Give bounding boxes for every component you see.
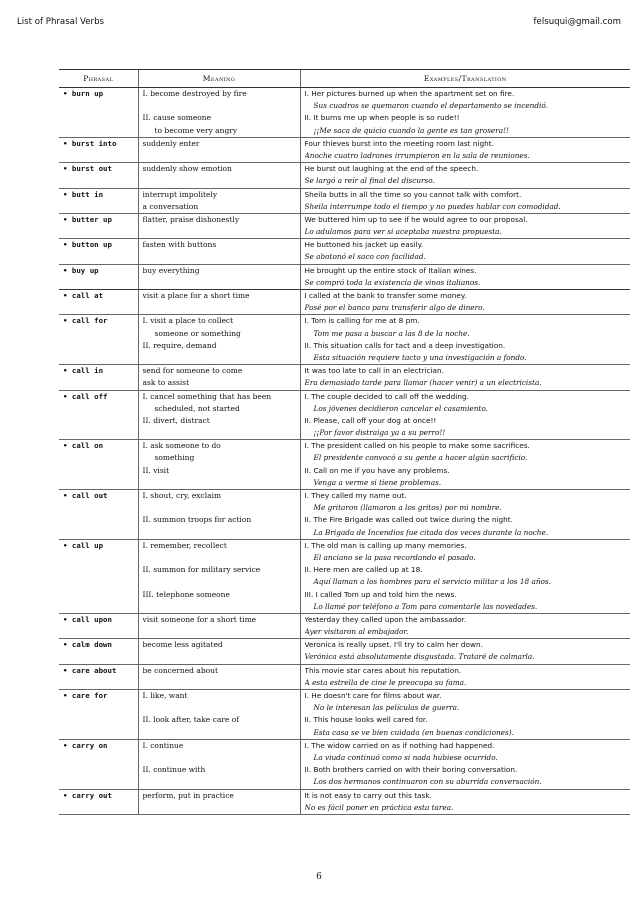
spanish-translation: El presidente convocó a su gente a hacer algún sacrificio. (313, 453, 528, 463)
meaning-line (143, 576, 297, 588)
phrasal-verb: • calm down (63, 640, 112, 650)
english-example: I. The widow carried on as if nothing had happened. (304, 740, 495, 750)
meaning-line (143, 552, 297, 564)
meaning-line: fasten with buttons (142, 240, 217, 250)
meaning-line (143, 175, 297, 187)
table-row (59, 390, 630, 440)
meaning-line: II. continue with (142, 765, 206, 775)
examples-cell (300, 188, 630, 213)
meaning-cell (138, 739, 300, 789)
table-row (59, 315, 630, 365)
phrasal-verb: • call out (63, 491, 108, 500)
english-example: II. Please, call off your dog at once!! (304, 415, 437, 425)
phrasal-cell (59, 613, 138, 638)
examples-cell (300, 163, 630, 188)
meaning-line: I. remember, recollect (142, 540, 227, 550)
spanish-translation: Se compró toda la existencia de vinos italianos. (304, 277, 481, 287)
phrasal-verb: • call on (63, 441, 104, 451)
meaning-line (143, 776, 297, 788)
table-row (59, 290, 630, 315)
spanish-translation: Ayer visitaron al embajador. (304, 627, 409, 637)
meaning-cell (138, 539, 300, 613)
meaning-line: scheduled, not started (154, 403, 240, 413)
spanish-translation: No es fácil poner en práctica esta tarea. (304, 802, 454, 812)
phrasal-verb: • care about (63, 665, 117, 675)
table-row (59, 664, 630, 689)
table-row (59, 440, 630, 490)
table-row (59, 213, 630, 238)
phrasal-cell (59, 264, 138, 289)
meaning-line (143, 477, 297, 489)
english-example: I called at the bank to transfer some money. (304, 291, 467, 300)
examples-cell (300, 137, 630, 162)
meaning-line: I. cancel something that has been (142, 391, 272, 401)
english-example: II. Here men are called up at 18. (304, 565, 423, 575)
examples-cell (300, 739, 630, 789)
examples-cell (300, 690, 630, 740)
spanish-translation: Se abotonó el saco con facilidad. (304, 252, 426, 262)
english-example: II. The Fire Brigade was called out twice during the night. (304, 515, 513, 525)
english-example: I. The old man is calling up many memories. (304, 540, 467, 550)
phrasal-cell (59, 290, 138, 315)
meaning-line: perform, put in practice (142, 790, 234, 800)
meaning-cell (138, 613, 300, 638)
phrasal-verb: • call in (63, 366, 104, 376)
english-example: It was too late to call in an electrician. (304, 366, 444, 376)
meaning-line (143, 352, 297, 364)
meaning-line: I. shout, cry, exclaim (142, 491, 222, 500)
meaning-line (143, 626, 297, 638)
spanish-translation: Me gritaron (llamaron a los gritos) por mi nombre. (313, 503, 502, 513)
meaning-cell (138, 365, 300, 390)
meaning-cell (138, 664, 300, 689)
meaning-cell (138, 390, 300, 440)
table-row (59, 88, 630, 138)
examples-cell (300, 789, 630, 814)
phrasal-cell (59, 365, 138, 390)
meaning-line (143, 427, 297, 439)
phrasal-cell (59, 188, 138, 213)
english-example: II. Both brothers carried on with their boring conversation. (304, 765, 518, 775)
english-example: II. Call on me if you have any problems. (304, 465, 450, 475)
meaning-line: I. become destroyed by fire (142, 89, 247, 98)
meaning-line (143, 527, 297, 539)
phrasal-cell (59, 390, 138, 440)
meaning-line: visit someone for a short time (142, 614, 257, 624)
column-header-meaning: Meaning (138, 70, 300, 88)
english-example: I. Her pictures burned up when the apartment set on fire. (304, 89, 515, 98)
phrasal-cell (59, 690, 138, 740)
meaning-line (143, 302, 297, 314)
phrasal-cell (59, 539, 138, 613)
phrasal-verb: • call up (63, 540, 104, 550)
table-row (59, 264, 630, 289)
examples-cell (300, 213, 630, 238)
meaning-line: buy everything (142, 265, 200, 275)
examples-cell (300, 639, 630, 664)
phrasal-cell (59, 664, 138, 689)
spanish-translation: A esta estrella de cine le preocupa su fama. (304, 677, 467, 687)
meaning-cell (138, 239, 300, 264)
phrasal-cell (59, 490, 138, 540)
meaning-cell (138, 213, 300, 238)
meaning-line: send for someone to come (142, 366, 243, 376)
table-row (59, 690, 630, 740)
meaning-cell (138, 315, 300, 365)
english-example: II. This house looks well cared for. (304, 715, 428, 725)
english-example: We buttered him up to see if he would agree to our proposal. (304, 214, 528, 224)
examples-cell (300, 664, 630, 689)
phrasal-verb: • care for (63, 691, 108, 700)
meaning-cell (138, 690, 300, 740)
phrasal-verb: • carry out (63, 790, 112, 800)
meaning-line (143, 601, 297, 613)
table-header-row (59, 70, 630, 88)
english-example: I. Tom is calling for me at 8 pm. (304, 316, 420, 326)
meaning-line (143, 727, 297, 739)
spanish-translation: Se largó a reír al final del discurso. (304, 176, 435, 186)
meaning-cell (138, 789, 300, 814)
phrasal-cell (59, 239, 138, 264)
phrasal-verb: • button up (63, 240, 112, 250)
english-example: He buttoned his jacket up easily. (304, 240, 424, 250)
page-number: 6 (316, 872, 322, 882)
meaning-line (143, 100, 297, 112)
spanish-translation: ¡¡Por favor distraiga ya a su perro!! (313, 428, 446, 438)
table-row (59, 239, 630, 264)
english-example: I. The president called on his people to make some sacrifices. (304, 441, 530, 451)
phrasal-verb: • butter up (63, 214, 112, 224)
phrasal-cell (59, 88, 138, 138)
phrasal-verbs-table (59, 69, 630, 815)
phrasal-verb: • call upon (63, 614, 112, 624)
meaning-line: suddenly show emotion (142, 164, 232, 174)
spanish-translation: La Brigada de Incendios fue citada dos veces durante la noche. (313, 527, 549, 537)
spanish-translation: Los dos hermanos continuaron con su aburrida conversación. (313, 777, 542, 787)
table-row (59, 490, 630, 540)
author-email: felsuqui@gmail.com (533, 17, 621, 27)
english-example: He brought up the entire stock of Italian wines. (304, 265, 477, 275)
document-title: List of Phrasal Verbs (17, 17, 105, 27)
phrasal-cell (59, 213, 138, 238)
table-row (59, 137, 630, 162)
meaning-line: become less agitated (142, 640, 223, 650)
meaning-line: to become very angry (154, 125, 238, 135)
phrasal-cell (59, 440, 138, 490)
meaning-line: I. ask someone to do (142, 441, 221, 451)
meaning-line: II. require, demand (142, 340, 217, 350)
meaning-line (143, 150, 297, 162)
phrasal-verb: • butt in (63, 189, 104, 199)
meaning-line: II. divert, distract (142, 415, 210, 425)
examples-cell (300, 365, 630, 390)
meaning-line: I. visit a place to collect (142, 316, 234, 326)
phrasal-verb: • burn up (63, 89, 104, 98)
examples-cell (300, 613, 630, 638)
meaning-line (143, 802, 297, 814)
examples-cell (300, 315, 630, 365)
table-row (59, 188, 630, 213)
meaning-line: be concerned about (142, 665, 218, 675)
examples-cell (300, 390, 630, 440)
phrasal-cell (59, 315, 138, 365)
meaning-line (143, 677, 297, 689)
english-example: II. It burns me up when people is so rude!! (304, 113, 460, 123)
meaning-line: someone or something (154, 328, 241, 338)
table-row (59, 789, 630, 814)
phrasal-verb: • call off (63, 391, 108, 401)
phrasal-verb: • burst into (63, 138, 117, 148)
meaning-line (143, 226, 297, 238)
spanish-translation: Tom me pasa a buscar a las 8 de la noche. (313, 328, 470, 338)
meaning-cell (138, 88, 300, 138)
spanish-translation: Lo llamé por teléfono a Tom para comentarle las novedades. (313, 601, 538, 611)
spanish-translation: Lo adulamos para ver si aceptaba nuestra propuesta. (304, 227, 502, 237)
english-example: III. I called Tom up and told him the news. (304, 589, 457, 599)
table-row (59, 639, 630, 664)
meaning-line: III. telephone someone (142, 589, 230, 599)
phrasal-verb: • buy up (63, 265, 99, 275)
table-row (59, 163, 630, 188)
phrasal-cell (59, 639, 138, 664)
examples-cell (300, 440, 630, 490)
english-example: I. The couple decided to call off the wedding. (304, 391, 469, 401)
spanish-translation: Sheila interrumpe todo el tiempo y no puedes hablar con comodidad. (304, 201, 561, 211)
spanish-translation: Sus cuadros se quemaron cuando el departamento se incendió. (313, 101, 548, 111)
spanish-translation: Pasé por el banco para transferir algo de dinero. (304, 303, 485, 313)
spanish-translation: No le interesan las películas de guerra. (313, 703, 460, 713)
table-row (59, 739, 630, 789)
spanish-translation: Era demasiado tarde para llamar (hacer venir) a un electricista. (304, 378, 542, 388)
meaning-line (143, 651, 297, 663)
meaning-line (143, 502, 297, 514)
phrasal-cell (59, 739, 138, 789)
meaning-cell (138, 490, 300, 540)
meaning-cell (138, 440, 300, 490)
meaning-cell (138, 639, 300, 664)
meaning-line: II. summon for military service (142, 565, 261, 575)
spanish-translation: El anciano se la pasa recordando el pasado. (313, 552, 476, 562)
meaning-line: suddenly enter (142, 138, 200, 148)
table-row (59, 365, 630, 390)
english-example: I. They called my name out. (304, 491, 407, 500)
examples-cell (300, 264, 630, 289)
spanish-translation: Aquí llaman a los hombres para el servicio militar a los 18 años. (313, 577, 551, 587)
examples-cell (300, 539, 630, 613)
examples-cell (300, 490, 630, 540)
spanish-translation: ¡¡Me saca de quicio cuando la gente es tan grosera!! (313, 125, 509, 135)
meaning-cell (138, 188, 300, 213)
table-row (59, 539, 630, 613)
meaning-line (143, 251, 297, 263)
examples-cell (300, 239, 630, 264)
page-header (17, 17, 621, 31)
phrasal-verb: • burst out (63, 164, 112, 174)
meaning-line: something (154, 453, 195, 463)
meaning-line: II. look after, take care of (142, 715, 240, 725)
english-example: II. This situation calls for tact and a deep investigation. (304, 340, 506, 350)
spanish-translation: Esta situación requiere tacto y una investigación a fondo. (313, 352, 527, 362)
examples-cell (300, 88, 630, 138)
meaning-line: interrupt impolitely (142, 189, 218, 199)
english-example: I. He doesn't care for films about war. (304, 691, 442, 700)
meaning-cell (138, 163, 300, 188)
meaning-cell (138, 290, 300, 315)
meaning-line: I. like, want (142, 691, 188, 700)
table-row (59, 613, 630, 638)
column-header-examples: Examples/Translation (300, 70, 630, 88)
meaning-line: II. summon troops for action (142, 515, 252, 525)
phrasal-verb: • call at (63, 291, 104, 300)
english-example: It is not easy to carry out this task. (304, 790, 432, 800)
phrasal-cell (59, 163, 138, 188)
spanish-translation: Los jóvenes decidieron cancelar el casamiento. (313, 403, 488, 413)
meaning-line: visit a place for a short time (142, 291, 250, 300)
english-example: Sheila butts in all the time so you cannot talk with comfort. (304, 189, 522, 199)
meaning-line (143, 752, 297, 764)
meaning-line: flatter, praise dishonestly (142, 214, 240, 224)
examples-cell (300, 290, 630, 315)
meaning-line: II. visit (142, 465, 170, 475)
meaning-cell (138, 264, 300, 289)
column-header-phrasal: Phrasal (59, 70, 138, 88)
english-example: He burst out laughing at the end of the speech. (304, 164, 479, 174)
meaning-line: a conversation (142, 201, 199, 211)
meaning-line: II. cause someone (142, 113, 212, 123)
phrasal-verb: • call for (63, 316, 108, 326)
meaning-line: I. continue (142, 740, 184, 750)
english-example: Yesterday they called upon the ambassador. (304, 614, 467, 624)
phrasal-verb: • carry on (63, 740, 108, 750)
meaning-line: ask to assist (142, 378, 190, 388)
spanish-translation: Verónica está absolutamente disgustada. Trataré de calmarla. (304, 652, 535, 662)
english-example: Four thieves burst into the meeting room last night. (304, 138, 494, 148)
phrasal-cell (59, 137, 138, 162)
english-example: Veronica is really upset. I'll try to calm her down. (304, 640, 483, 650)
spanish-translation: Venga a verme si tiene problemas. (313, 477, 442, 487)
phrasal-cell (59, 789, 138, 814)
spanish-translation: Anoche cuatro ladrones irrumpieron en la sala de reuniones. (304, 150, 530, 160)
spanish-translation: La viuda continuó como si nada hubiese ocurrido. (313, 752, 498, 762)
english-example: This movie star cares about his reputation. (304, 665, 462, 675)
meaning-line (143, 277, 297, 289)
meaning-cell (138, 137, 300, 162)
meaning-line (143, 702, 297, 714)
spanish-translation: Esta casa se ve bien cuidada (en buenas condiciones). (313, 727, 514, 737)
